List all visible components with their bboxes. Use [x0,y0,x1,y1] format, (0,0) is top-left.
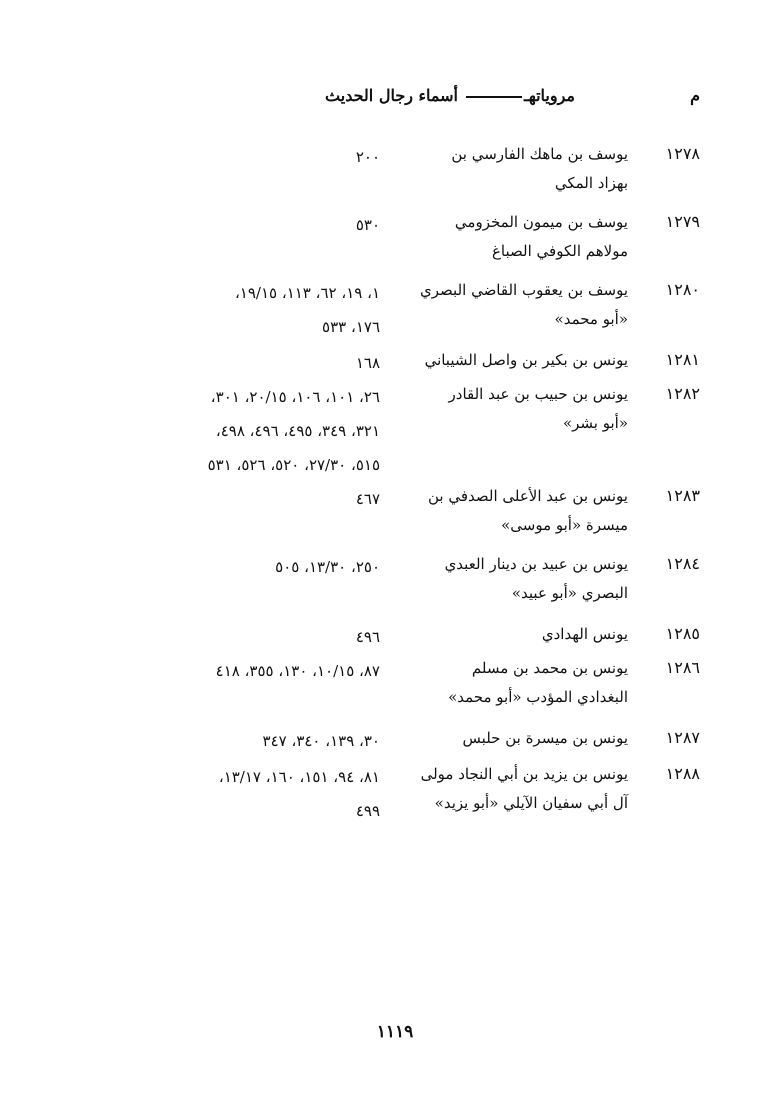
entry-name-line: يوسف بن ميمون المخزومي [454,213,628,231]
entry-name [378,276,628,334]
entry-narrations [90,276,380,344]
entry-name-line: يونس بن بكير بن واصل الشيباني [424,351,628,369]
entry-narrations-line: ٣٢١، ٣٤٩، ٤٩٥، ٤٩٦، ٤٩٨، [215,422,380,440]
entry-narrations-line: ٢٥٠، ١٣/٣٠، ٥٠٥ [275,558,380,576]
page-number: ١١١٩ [376,1022,414,1042]
entry-name-line: يونس بن ميسرة بن حلبس [462,729,628,747]
entry-narrations-line: ٥٣٠ [355,216,380,234]
entry-name-line: يونس الهدادي [541,625,628,643]
entry-name [378,760,628,818]
entry-number: ١٢٧٨ [665,144,700,163]
entry-name-line: البصري «أبو عبيد» [511,584,628,602]
entry-narrations-line: ٤٦٧ [355,490,380,508]
entry-number: ١٢٨٥ [665,624,700,643]
entry-name-line: «أبو محمد» [554,310,628,328]
entry-narrations [90,550,380,584]
entry-narrations-line: ١، ١٩، ٦٢، ١١٣، ١٩/١٥، [234,284,380,302]
entry-number: ١٢٨٦ [665,658,700,677]
header-names: أسماء رجال الحديث [325,86,458,105]
entry-name-line: آل أبي سفيان الآيلي «أبو يزيد» [434,794,628,812]
entry-narrations [90,346,380,380]
entry-narrations [90,760,380,828]
entry-narrations-line: ٢٠٠ [355,148,380,166]
entry-narrations [90,380,380,482]
entry-narrations-line: ١٦٨ [355,354,380,372]
entry-number: ١٢٨٠ [665,280,700,299]
entry-name [378,620,628,649]
entry-name-line: يوسف بن ماهك الفارسي بن [451,145,628,163]
entry-name-line: «أبو بشر» [562,414,628,432]
entry-narrations-line: ١٧٦، ٥٣٣ [322,318,380,336]
entry-name [378,380,628,438]
entry-number: ١٢٨١ [665,350,700,369]
entry-name-line: يونس بن عبد الأعلى الصدفي بن [427,487,628,505]
entry-name-line: يوسف بن يعقوب القاضي البصري [420,281,628,299]
header-narrations: مروياتهـ [466,86,575,105]
entry-name [378,654,628,712]
entry-narrations-line: ٣٠، ١٣٩، ٣٤٠، ٣٤٧ [262,732,380,750]
entry-name [378,208,628,266]
entry-narrations-line: ٥١٥، ٢٧/٣٠، ٥٢٠، ٥٢٦، ٥٣١ [207,456,380,474]
entry-name-line: يونس بن يزيد بن أبي النجاد مولى [420,765,628,783]
entry-name-line: يونس بن حبيب بن عبد القادر [448,385,628,403]
entry-name [378,724,628,753]
entry-narrations-line: ٤٩٩ [355,802,380,820]
entry-name-line: بهزاد المكي [554,174,628,192]
entry-narrations-line: ٨٧، ١٠/١٥، ١٣٠، ٣٥٥، ٤١٨ [215,662,380,680]
header-number: م [690,86,700,105]
entry-narrations-line: ٨١، ٩٤، ١٥١، ١٦٠، ١٣/١٧، [218,768,380,786]
entry-number: ١٢٨٤ [665,554,700,573]
entry-narrations [90,724,380,758]
entry-narrations-line: ٤٩٦ [355,628,380,646]
entry-narrations-line: ٢٦، ١٠١، ١٠٦، ٢٠/١٥، ٣٠١، [210,388,380,406]
entry-narrations [90,620,380,654]
entry-name [378,346,628,375]
entry-name-line: يونس بن محمد بن مسلم [471,659,628,677]
entry-name-line: مولاهم الكوفي الصباغ [491,242,628,260]
entry-name [378,550,628,608]
entry-number: ١٢٧٩ [665,212,700,231]
entry-narrations [90,140,380,174]
entry-name [378,482,628,540]
entry-narrations [90,654,380,688]
entry-number: ١٢٨٣ [665,486,700,505]
entry-name-line: البغدادي المؤدب «أبو محمد» [448,688,628,706]
entry-narrations [90,482,380,516]
entry-number: ١٢٨٢ [665,384,700,403]
entry-number: ١٢٨٨ [665,764,700,783]
entry-number: ١٢٨٧ [665,728,700,747]
entry-name [378,140,628,198]
entry-name-line: يونس بن عبيد بن دينار العبدي [444,555,628,573]
entry-narrations [90,208,380,242]
entry-name-line: ميسرة «أبو موسى» [501,516,628,534]
